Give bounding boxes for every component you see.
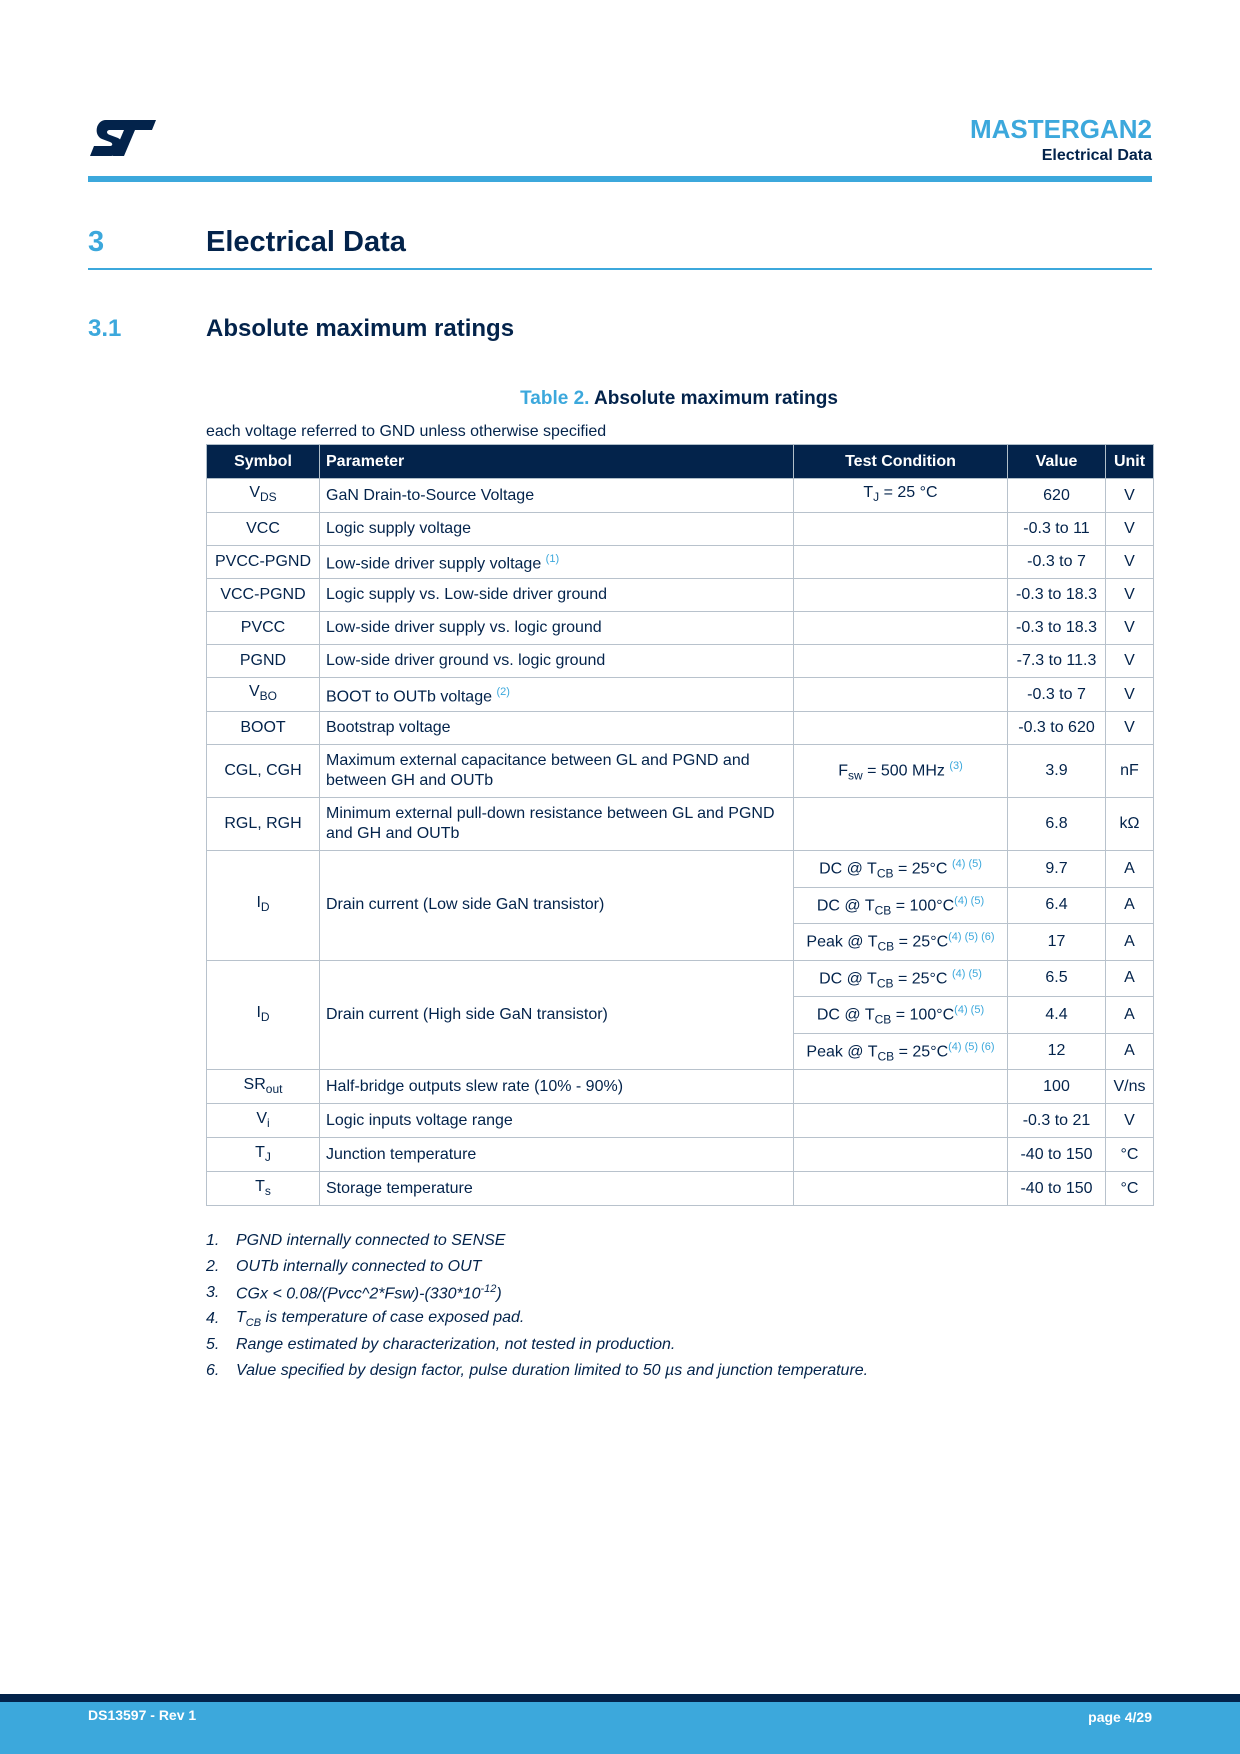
table-row xyxy=(207,645,1154,678)
cell-value: 100 xyxy=(1008,1070,1106,1104)
table-row xyxy=(207,513,1154,546)
table-row xyxy=(207,1070,1154,1104)
table-row xyxy=(207,612,1154,645)
cell-condition xyxy=(794,579,1008,612)
cell-symbol: PGND xyxy=(207,645,320,678)
cell-symbol: VCC-PGND xyxy=(207,579,320,612)
cell-unit: A xyxy=(1106,997,1154,1034)
footnote-number: 5. xyxy=(206,1336,220,1353)
footnote xyxy=(206,1280,868,1306)
cell-value: 3.9 xyxy=(1008,745,1106,798)
table-header-row xyxy=(207,445,1154,479)
table-row xyxy=(207,479,1154,513)
cell-condition: Peak @ $T_{CB} = 25^\circ C^{(4) (5) (6)}$ xyxy=(794,1033,1008,1070)
table-row xyxy=(207,798,1154,851)
cell-value: 620 xyxy=(1008,479,1106,513)
cell-parameter: Bootstrap voltage xyxy=(320,712,794,745)
header-rule xyxy=(88,176,1152,182)
cell-symbol: BOOT xyxy=(207,712,320,745)
cell-symbol: PVCC xyxy=(207,612,320,645)
cell-condition: DC @ $T_{CB} = 25^\circ C$ $^{(4) (5)}$ xyxy=(794,960,1008,997)
footnote xyxy=(206,1254,868,1280)
cell-unit: V xyxy=(1106,546,1154,579)
subsection-number: 3.1 xyxy=(88,315,122,342)
table-row xyxy=(207,1104,1154,1138)
footnote-number: 2. xyxy=(206,1258,220,1275)
header-parameter: Parameter xyxy=(320,445,794,479)
cell-unit: A xyxy=(1106,851,1154,888)
table-row xyxy=(207,546,1154,579)
cell-unit: V/ns xyxy=(1106,1070,1154,1104)
cell-value: 6.8 xyxy=(1008,798,1106,851)
footer-doc-id: DS13597 - Rev 1 xyxy=(88,1707,197,1723)
section-rule xyxy=(88,268,1152,270)
footnote-text: OUTb internally connected to OUT xyxy=(236,1258,482,1275)
footnote-ref: (1) xyxy=(545,553,560,566)
table-row xyxy=(207,745,1154,798)
footnote-ref: (4) (5) (6) xyxy=(948,1040,995,1053)
cell-symbol: $I_D$ xyxy=(207,851,320,961)
cell-value: -0.3 to 21 xyxy=(1008,1104,1106,1138)
cell-symbol: $V_{BO}$ xyxy=(207,678,320,712)
footnote xyxy=(206,1306,868,1332)
cell-symbol: RGL, RGH xyxy=(207,798,320,851)
cell-unit: A xyxy=(1106,960,1154,997)
cell-condition xyxy=(794,678,1008,712)
cell-parameter: Maximum external capacitance between GL and PGND and between GH and OUTb xyxy=(320,745,794,798)
cell-value: -40 to 150 xyxy=(1008,1138,1106,1172)
table-row xyxy=(207,960,1154,997)
footnote-ref: (3) xyxy=(949,760,963,773)
footer-rule xyxy=(0,1694,1240,1702)
footnote-ref: (2) xyxy=(496,685,510,698)
cell-condition xyxy=(794,798,1008,851)
cell-condition xyxy=(794,645,1008,678)
cell-value: 17 xyxy=(1008,924,1106,961)
cell-condition xyxy=(794,1172,1008,1206)
footnote-number: 3. xyxy=(206,1284,220,1301)
footnote-text: PGND internally connected to SENSE xyxy=(236,1232,506,1249)
st-logo xyxy=(88,118,158,158)
footnote-text: CGx < $0.08/(Pvcc\^{}2*Fsw)-(330*10^{-12})$ xyxy=(236,1282,502,1303)
cell-parameter: BOOT to OUTb voltage $^{(2)}$ xyxy=(320,678,794,712)
cell-parameter: Low-side driver supply vs. logic ground xyxy=(320,612,794,645)
cell-value: 4.4 xyxy=(1008,997,1106,1034)
footnote-ref: (4) (5) (6) xyxy=(948,931,995,944)
footnote-ref: (4) (5) xyxy=(951,967,982,980)
cell-value: -0.3 to 7 xyxy=(1008,546,1106,579)
cell-value: 6.5 xyxy=(1008,960,1106,997)
section-number: 3 xyxy=(88,226,105,258)
cell-unit: A xyxy=(1106,924,1154,961)
cell-value: -0.3 to 18.3 xyxy=(1008,579,1106,612)
cell-symbol: CGL, CGH xyxy=(207,745,320,798)
cell-unit: A xyxy=(1106,1033,1154,1070)
cell-condition xyxy=(794,1104,1008,1138)
cell-symbol: $I_D$ xyxy=(207,960,320,1070)
cell-parameter: Logic supply voltage xyxy=(320,513,794,546)
cell-parameter: Logic inputs voltage range xyxy=(320,1104,794,1138)
header-value: Value xyxy=(1008,445,1106,479)
cell-value: -0.3 to 620 xyxy=(1008,712,1106,745)
section-title: Electrical Data xyxy=(206,226,406,258)
footnote-text: $T_{CB}$ is temperature of case exposed pad. xyxy=(236,1308,525,1330)
footer-page-number: page 4/29 xyxy=(1088,1709,1152,1725)
footnote-text: Range estimated by characterization, not tested in production. xyxy=(236,1336,676,1353)
cell-condition: Peak @ $T_{CB} = 25^\circ C^{(4) (5) (6)}$ xyxy=(794,924,1008,961)
cell-parameter: Drain current (Low side GaN transistor) xyxy=(320,851,794,961)
cell-parameter: Minimum external pull-down resistance between GL and PGND and GH and OUTb xyxy=(320,798,794,851)
footnote-ref: (4) (5) xyxy=(954,894,985,907)
cell-condition: DC @ $T_{CB} = 25^\circ C$ $^{(4) (5)}$ xyxy=(794,851,1008,888)
subsection-title: Absolute maximum ratings xyxy=(206,315,515,342)
cell-parameter: Low-side driver supply voltage $^{(1)}$ xyxy=(320,546,794,579)
cell-unit: V xyxy=(1106,712,1154,745)
cell-value: -0.3 to 18.3 xyxy=(1008,612,1106,645)
footnote xyxy=(206,1358,868,1384)
table-note: each voltage referred to GND unless otherwise specified xyxy=(206,423,607,440)
table-caption-title: Absolute maximum ratings xyxy=(594,388,838,409)
cell-unit: V xyxy=(1106,612,1154,645)
table-caption-label: Table 2. xyxy=(520,388,590,409)
table-row xyxy=(207,678,1154,712)
cell-symbol: PVCC-PGND xyxy=(207,546,320,579)
cell-unit: kΩ xyxy=(1106,798,1154,851)
footnote-number: 1. xyxy=(206,1232,220,1249)
cell-unit: V xyxy=(1106,513,1154,546)
cell-value: 6.4 xyxy=(1008,887,1106,924)
cell-symbol: $T_J$ xyxy=(207,1138,320,1172)
cell-unit: °C xyxy=(1106,1138,1154,1172)
cell-condition xyxy=(794,612,1008,645)
cell-unit: V xyxy=(1106,579,1154,612)
cell-condition: $T_J = 25$ °C xyxy=(794,479,1008,513)
table-row xyxy=(207,712,1154,745)
cell-value: -0.3 to 7 xyxy=(1008,678,1106,712)
cell-parameter: Logic supply vs. Low-side driver ground xyxy=(320,579,794,612)
cell-parameter: Drain current (High side GaN transistor) xyxy=(320,960,794,1070)
cell-value: -0.3 to 11 xyxy=(1008,513,1106,546)
cell-unit: °C xyxy=(1106,1172,1154,1206)
footnote-number: 4. xyxy=(206,1310,220,1327)
cell-condition xyxy=(794,513,1008,546)
table-caption xyxy=(206,388,1152,410)
header-unit: Unit xyxy=(1106,445,1154,479)
header-product: MASTERGAN2 xyxy=(969,114,1152,144)
table-row xyxy=(207,1138,1154,1172)
footnote xyxy=(206,1332,868,1358)
cell-unit: nF xyxy=(1106,745,1154,798)
table-row xyxy=(207,851,1154,888)
cell-condition xyxy=(794,546,1008,579)
cell-symbol: $T_s$ xyxy=(207,1172,320,1206)
absolute-max-ratings-table xyxy=(206,444,1154,1206)
cell-condition: DC @ $T_{CB} = 100^\circ C^{(4) (5)}$ xyxy=(794,997,1008,1034)
cell-parameter: Storage temperature xyxy=(320,1172,794,1206)
cell-condition: $F_{sw} = 500$ MHz $^{(3)}$ xyxy=(794,745,1008,798)
cell-condition xyxy=(794,1070,1008,1104)
cell-value: 9.7 xyxy=(1008,851,1106,888)
cell-unit: V xyxy=(1106,678,1154,712)
table-row xyxy=(207,1172,1154,1206)
header-test-condition: Test Condition xyxy=(794,445,1008,479)
cell-parameter: Half-bridge outputs slew rate (10% - 90%) xyxy=(320,1070,794,1104)
cell-symbol: $SR_{out}$ xyxy=(207,1070,320,1104)
header-symbol: Symbol xyxy=(207,445,320,479)
cell-symbol: VCC xyxy=(207,513,320,546)
cell-condition xyxy=(794,712,1008,745)
cell-condition: DC @ $T_{CB} = 100^\circ C^{(4) (5)}$ xyxy=(794,887,1008,924)
footnote-ref: (4) (5) xyxy=(951,858,982,870)
footnote-text: Value specified by design factor, pulse duration limited to 50 µs and junction temperature. xyxy=(236,1362,869,1379)
footnote-ref: (4) (5) xyxy=(954,1004,985,1017)
cell-condition xyxy=(794,1138,1008,1172)
cell-value: 12 xyxy=(1008,1033,1106,1070)
cell-symbol: $V_{DS}$ xyxy=(207,479,320,513)
footnote xyxy=(206,1228,868,1254)
cell-value: -7.3 to 11.3 xyxy=(1008,645,1106,678)
table-row xyxy=(207,579,1154,612)
cell-parameter: Junction temperature xyxy=(320,1138,794,1172)
cell-parameter: Low-side driver ground vs. logic ground xyxy=(320,645,794,678)
cell-parameter: GaN Drain-to-Source Voltage xyxy=(320,479,794,513)
footnote-number: 6. xyxy=(206,1362,220,1379)
cell-unit: V xyxy=(1106,645,1154,678)
cell-unit: V xyxy=(1106,1104,1154,1138)
table-footnotes xyxy=(206,1228,868,1384)
cell-symbol: $V_i$ xyxy=(207,1104,320,1138)
header-section: Electrical Data xyxy=(1041,147,1152,164)
cell-value: -40 to 150 xyxy=(1008,1172,1106,1206)
cell-unit: V xyxy=(1106,479,1154,513)
cell-unit: A xyxy=(1106,887,1154,924)
